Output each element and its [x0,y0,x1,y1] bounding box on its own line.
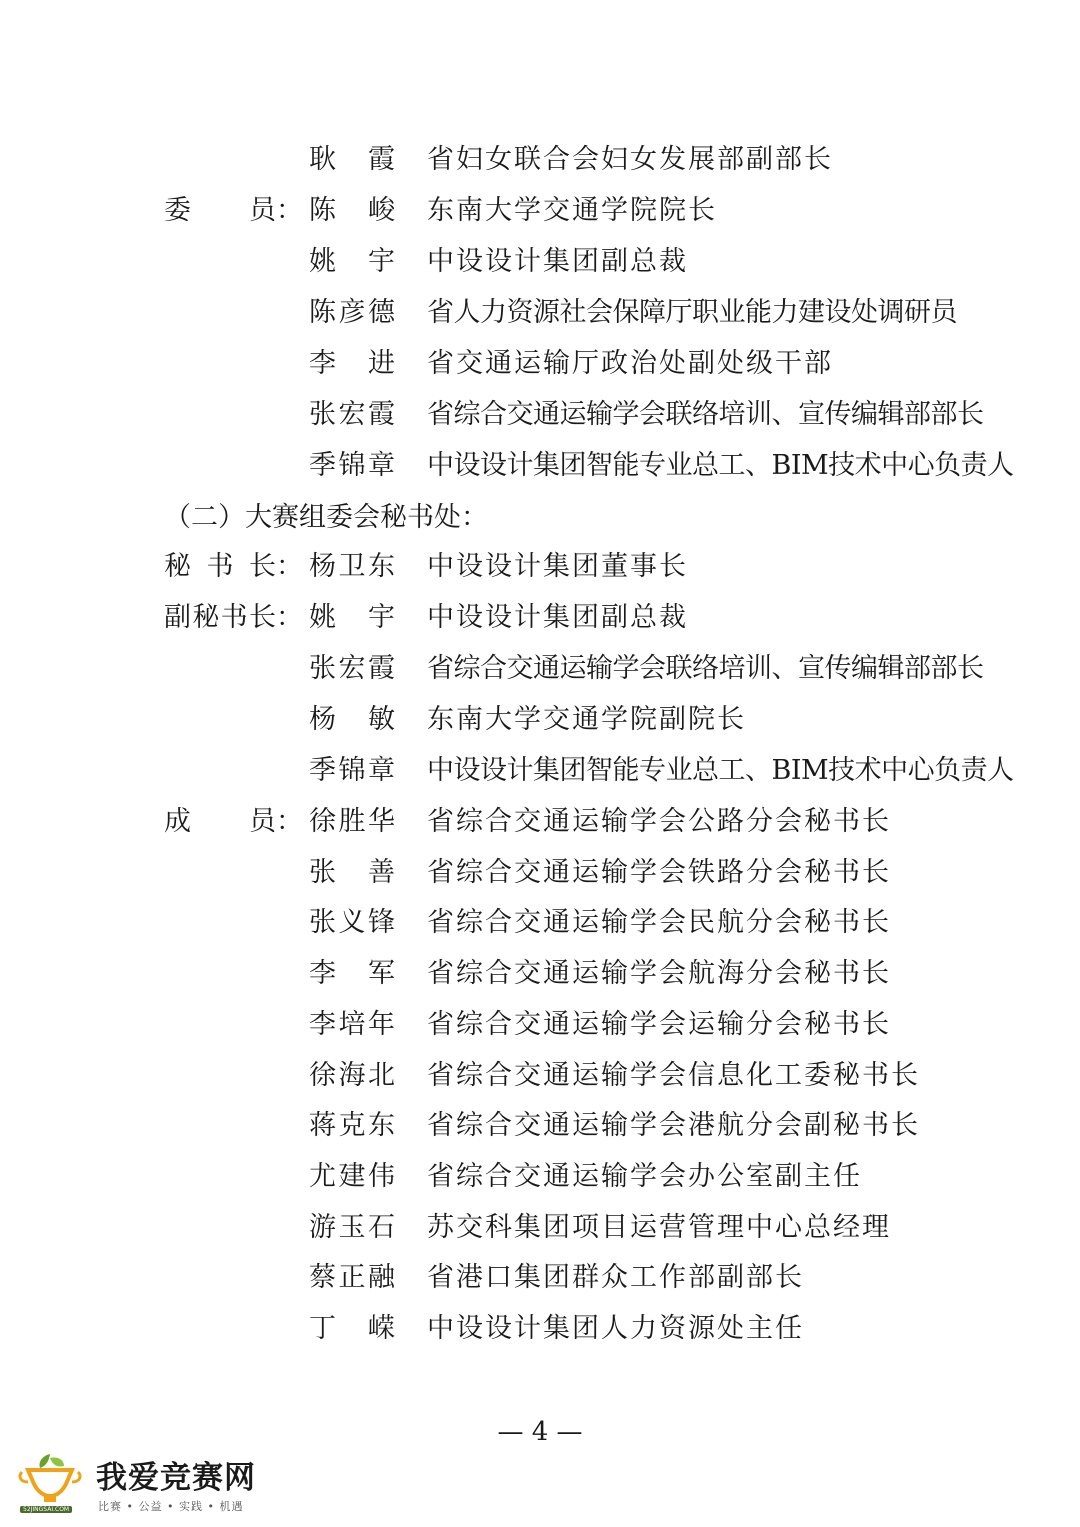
member-name: 季锦章 [309,755,395,786]
member-name: 李 进 [309,348,395,379]
member-row [0,393,1080,437]
member-name: 杨 敏 [309,704,395,735]
member-row [0,952,1080,996]
member-role: 委 员 [164,195,276,226]
member-row [0,138,1080,182]
member-title: 省港口集团群众工作部副部长 [427,1262,804,1293]
member-title: 省综合交通运输学会民航分会秘书长 [427,907,891,938]
member-row [0,647,1080,691]
member-name: 姚 宇 [309,602,395,633]
member-row [0,749,1080,793]
member-name: 蔡正融 [309,1262,395,1293]
member-name: 陈彦德 [309,297,395,328]
watermark-site: 52JINGSAI.COM [20,1506,72,1513]
member-title: 省妇女联合会妇女发展部副部长 [427,144,833,175]
member-title: 省综合交通运输学会铁路分会秘书长 [427,857,891,888]
member-name: 张宏霞 [309,399,395,430]
member-name: 游玉石 [309,1212,395,1243]
member-name: 李 军 [309,958,395,989]
member-row [0,1104,1080,1148]
member-name: 徐海北 [309,1060,395,1091]
member-name: 陈 峻 [309,195,395,226]
member-title: 省综合交通运输学会联络培训、宣传编辑部部长 [427,399,984,430]
member-title: 省交通运输厅政治处副处级干部 [427,348,833,379]
member-name: 耿 霞 [309,144,395,175]
member-row [0,1206,1080,1250]
member-row [0,800,1080,844]
member-title: 中设设计集团智能专业总工、BIM技术中心负责人 [427,755,1014,786]
member-title: 省综合交通运输学会航海分会秘书长 [427,958,891,989]
member-title: 省综合交通运输学会运输分会秘书长 [427,1009,891,1040]
member-title: 省综合交通运输学会港航分会副秘书长 [427,1110,920,1141]
role-colon: ： [276,806,303,837]
member-row [0,189,1080,233]
member-name: 姚 宇 [309,246,395,277]
member-role: 副秘书长 [164,602,276,633]
member-row [0,698,1080,742]
member-title: 东南大学交通学院副院长 [427,704,746,735]
watermark-tagline: 比赛 • 公益 • 实践 • 机遇 [98,1500,244,1513]
member-title: 省综合交通运输学会办公室副主任 [427,1161,862,1192]
member-name: 张 善 [309,857,395,888]
member-row [0,291,1080,335]
member-name: 张义锋 [309,907,395,938]
member-title: 省综合交通运输学会联络培训、宣传编辑部部长 [427,653,984,684]
member-title: 省人力资源社会保障厅职业能力建设处调研员 [427,297,957,328]
section-heading-secretariat: （二）大赛组委会秘书处： [164,502,488,533]
member-title: 中设设计集团副总裁 [427,246,688,277]
watermark-name: 我爱竞赛网 [96,1460,256,1496]
member-name: 李培年 [309,1009,395,1040]
member-name: 丁 嵘 [309,1313,395,1344]
page-number: — 4 — [497,1417,583,1447]
member-role: 秘 书 长 [164,551,276,582]
role-colon: ： [276,551,303,582]
member-title: 省综合交通运输学会公路分会秘书长 [427,806,891,837]
member-row [0,545,1080,589]
member-row [0,851,1080,895]
member-title: 中设设计集团人力资源处主任 [427,1313,804,1344]
member-title: 中设设计集团智能专业总工、BIM技术中心负责人 [427,450,1014,481]
watermark-logo [14,1450,274,1520]
member-name: 蒋克东 [309,1110,395,1141]
member-role: 成 员 [164,806,276,837]
member-row [0,596,1080,640]
member-name: 张宏霞 [309,653,395,684]
trophy-sprout-icon [14,1450,86,1510]
member-name: 尤建伟 [309,1161,395,1192]
member-title: 中设设计集团副总裁 [427,602,688,633]
member-row [0,444,1080,488]
member-row [0,901,1080,945]
member-title: 苏交科集团项目运营管理中心总经理 [427,1212,891,1243]
member-title: 中设设计集团董事长 [427,551,688,582]
member-row [0,1003,1080,1047]
member-row [0,342,1080,386]
member-name: 杨卫东 [309,551,395,582]
member-name: 季锦章 [309,450,395,481]
member-title: 东南大学交通学院院长 [427,195,717,226]
member-row [0,1054,1080,1098]
member-name: 徐胜华 [309,806,395,837]
member-title: 省综合交通运输学会信息化工委秘书长 [427,1060,920,1091]
member-row [0,1155,1080,1199]
role-colon: ： [276,195,303,226]
member-row [0,240,1080,284]
member-row [0,1307,1080,1351]
role-colon: ： [276,602,303,633]
member-row [0,1256,1080,1300]
